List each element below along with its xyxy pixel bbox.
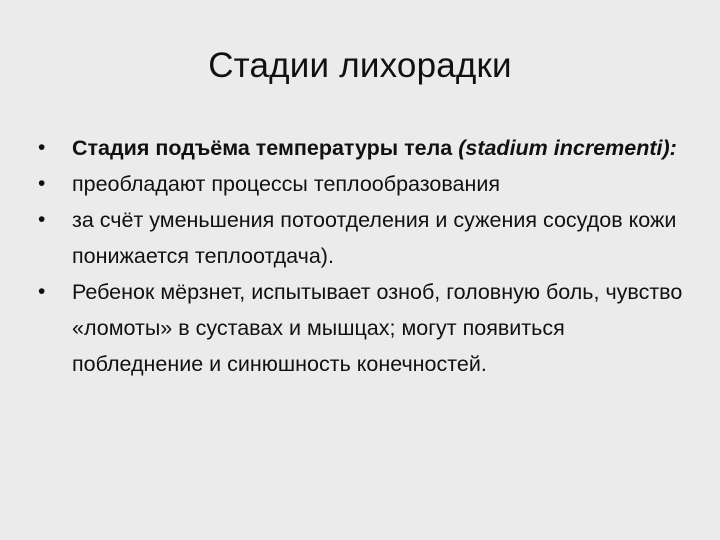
bullet-text: Ребенок мёрзнет, испытывает озноб, головную боль, чувство «ломоты» в суставах и мышцах; могут появиться побледнение и синюшность конечностей. xyxy=(72,280,683,376)
bullet-text: преобладают процессы теплообразования xyxy=(72,172,500,196)
bullet-bold-text: Стадия подъёма температуры тела xyxy=(72,136,459,160)
bullet-dot-icon: • xyxy=(38,136,46,159)
bullet-list xyxy=(38,130,688,382)
bullet-italic-text: (stadium incrementi): xyxy=(458,136,677,160)
bullet-item xyxy=(38,274,688,382)
bullet-dot-icon: • xyxy=(38,172,46,195)
bullet-item xyxy=(38,202,688,274)
bullet-text: за счёт уменьшения потоотделения и сужения сосудов кожи понижается теплоотдача). xyxy=(72,208,677,268)
bullet-item xyxy=(38,166,688,202)
bullet-dot-icon: • xyxy=(38,280,46,303)
bullet-item xyxy=(38,130,688,166)
slide-title: Стадии лихорадки xyxy=(208,46,512,85)
bullet-dot-icon: • xyxy=(38,208,46,231)
